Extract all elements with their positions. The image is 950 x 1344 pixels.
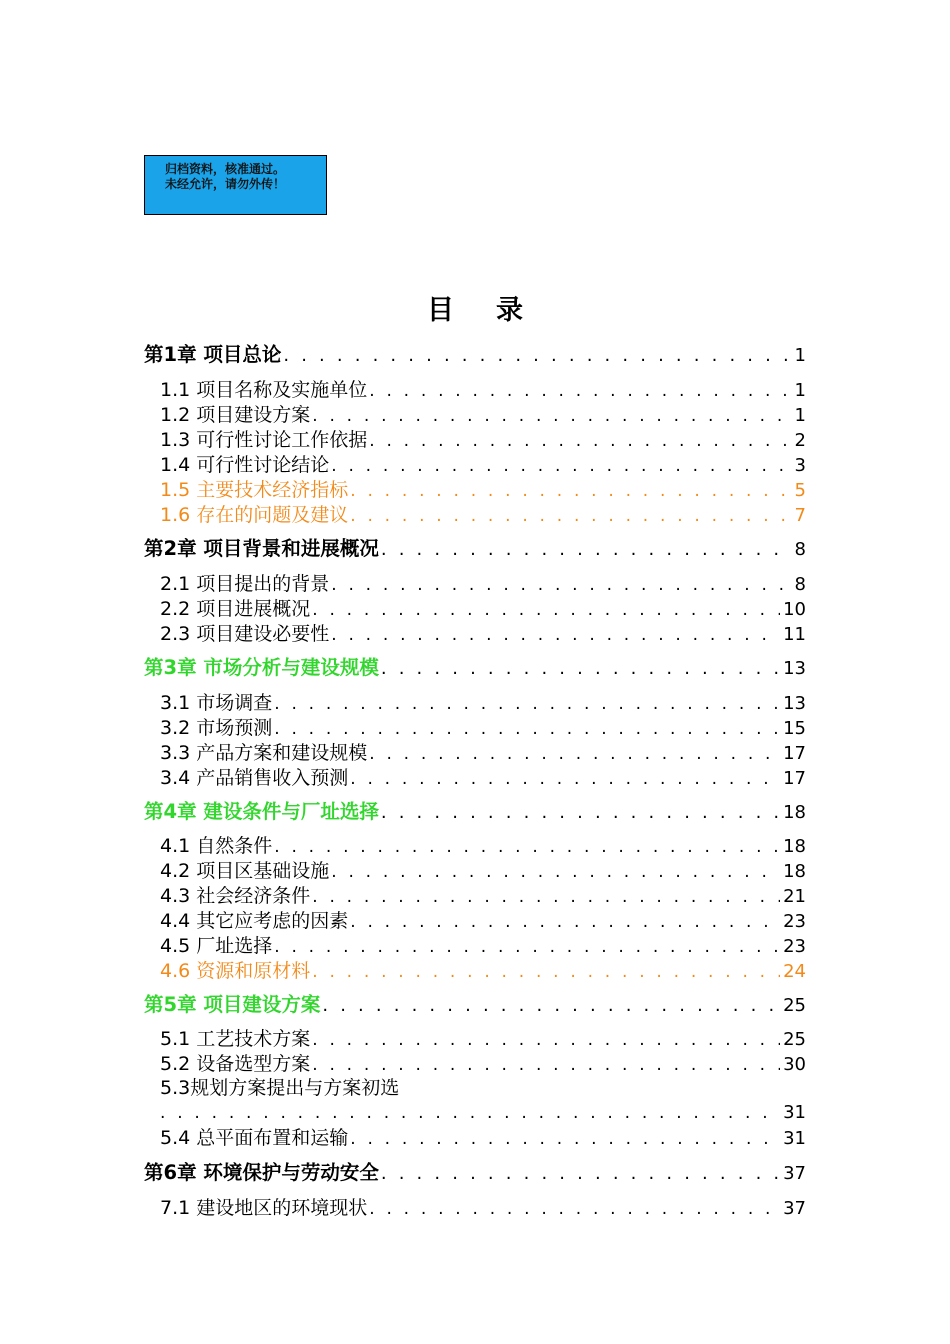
toc-entry-label: 第1章 项目总论 bbox=[144, 343, 282, 366]
toc-entry-label: 4.5 厂址选择 bbox=[160, 935, 273, 957]
toc-section-4-1[interactable] bbox=[160, 834, 806, 858]
toc-chapter-4[interactable] bbox=[144, 800, 806, 824]
toc-section-4-3[interactable] bbox=[160, 884, 806, 908]
toc-section-3-2[interactable] bbox=[160, 716, 806, 740]
stamp-line-1: 归档资料，核准通过。 bbox=[165, 162, 286, 176]
dot-leader bbox=[274, 835, 780, 859]
toc-page-number: 23 bbox=[783, 936, 806, 957]
toc-entry-label: 4.4 其它应考虑的因素 bbox=[160, 910, 349, 932]
dot-leader bbox=[369, 742, 780, 766]
dot-leader bbox=[274, 935, 780, 959]
toc-page-number: 30 bbox=[783, 1054, 806, 1075]
dot-leader bbox=[381, 657, 780, 681]
toc-section-5-2[interactable] bbox=[160, 1052, 806, 1076]
toc-entry-label: 7.1 建设地区的环境现状 bbox=[160, 1197, 368, 1219]
toc-entry-label: 5.1 工艺技术方案 bbox=[160, 1028, 311, 1050]
toc-entry-label: 2.2 项目进展概况 bbox=[160, 598, 311, 620]
toc-entry-label: 第3章 市场分析与建设规模 bbox=[144, 656, 379, 679]
dot-leader bbox=[312, 885, 780, 909]
toc-section-7-1[interactable] bbox=[160, 1196, 806, 1220]
toc-section-5-3-label[interactable]: 5.3规划方案提出与方案初选 bbox=[160, 1077, 400, 1099]
dot-leader bbox=[350, 767, 780, 791]
toc-page-number: 13 bbox=[783, 658, 806, 679]
toc-section-1-4[interactable] bbox=[160, 453, 806, 477]
toc-page-number: 37 bbox=[783, 1163, 806, 1184]
toc-page-number: 15 bbox=[783, 718, 806, 739]
toc-entry-label: 1.6 存在的问题及建议 bbox=[160, 504, 349, 526]
toc-entry-label: 第6章 环境保护与劳动安全 bbox=[144, 1161, 379, 1184]
dot-leader bbox=[350, 479, 791, 503]
toc-page-number: 2 bbox=[794, 430, 806, 451]
toc-page-number: 21 bbox=[783, 886, 806, 907]
toc-section-5-1[interactable] bbox=[160, 1027, 806, 1051]
toc-entry-label: 3.2 市场预测 bbox=[160, 717, 273, 739]
toc-section-1-5[interactable] bbox=[160, 478, 806, 502]
toc-entry-label: 1.5 主要技术经济指标 bbox=[160, 479, 349, 501]
dot-leader bbox=[331, 454, 791, 478]
toc-page-number: 1 bbox=[794, 345, 806, 366]
toc-page-number: 31 bbox=[783, 1102, 806, 1123]
toc-page-number: 31 bbox=[783, 1128, 806, 1149]
toc-page-number: 37 bbox=[783, 1198, 806, 1219]
toc-section-4-6[interactable] bbox=[160, 959, 806, 983]
toc-chapter-6[interactable] bbox=[144, 1161, 806, 1185]
toc-page-number: 3 bbox=[794, 455, 806, 476]
toc-entry-label: 第4章 建设条件与厂址选择 bbox=[144, 800, 379, 823]
toc-page-number: 7 bbox=[794, 505, 806, 526]
toc-entry-label: 3.1 市场调查 bbox=[160, 692, 273, 714]
toc-section-1-2[interactable] bbox=[160, 403, 806, 427]
toc-section-2-2[interactable] bbox=[160, 597, 806, 621]
toc-section-5-3-leader[interactable] bbox=[160, 1101, 806, 1125]
toc-entry-label: 第2章 项目背景和进展概况 bbox=[144, 537, 379, 560]
toc-entry-label: 1.1 项目名称及实施单位 bbox=[160, 379, 368, 401]
toc-section-3-3[interactable] bbox=[160, 741, 806, 765]
toc-entry-label: 2.1 项目提出的背景 bbox=[160, 573, 330, 595]
dot-leader bbox=[369, 429, 791, 453]
dot-leader bbox=[274, 717, 780, 741]
toc-section-4-5[interactable] bbox=[160, 934, 806, 958]
toc-title: 目录 bbox=[427, 295, 565, 326]
toc-page-number: 10 bbox=[783, 599, 806, 620]
dot-leader bbox=[160, 1101, 780, 1125]
dot-leader bbox=[322, 994, 780, 1018]
toc-chapter-2[interactable] bbox=[144, 537, 806, 561]
toc-section-3-4[interactable] bbox=[160, 766, 806, 790]
toc-entry-label: 3.4 产品销售收入预测 bbox=[160, 767, 349, 789]
toc-page-number: 18 bbox=[783, 836, 806, 857]
toc-entry-label: 4.2 项目区基础设施 bbox=[160, 860, 330, 882]
dot-leader bbox=[350, 910, 780, 934]
dot-leader bbox=[350, 504, 791, 528]
toc-section-1-1[interactable] bbox=[160, 378, 806, 402]
toc-page-number: 25 bbox=[783, 995, 806, 1016]
toc-section-5-4[interactable] bbox=[160, 1126, 806, 1150]
toc-entry-label: 4.3 社会经济条件 bbox=[160, 885, 311, 907]
dot-leader bbox=[350, 1127, 780, 1151]
dot-leader bbox=[283, 344, 791, 368]
toc-section-1-6[interactable] bbox=[160, 503, 806, 527]
dot-leader bbox=[331, 623, 780, 647]
toc-entry-label: 第5章 项目建设方案 bbox=[144, 993, 321, 1016]
toc-chapter-1[interactable] bbox=[144, 343, 806, 367]
toc-chapter-5[interactable] bbox=[144, 993, 806, 1017]
toc-entry-label: 2.3 项目建设必要性 bbox=[160, 623, 330, 645]
toc-page-number: 1 bbox=[794, 380, 806, 401]
archive-stamp bbox=[144, 155, 327, 215]
toc-entry-label: 4.1 自然条件 bbox=[160, 835, 273, 857]
stamp-line-2: 未经允许，请勿外传！ bbox=[165, 177, 286, 191]
toc-section-1-3[interactable] bbox=[160, 428, 806, 452]
toc-entry-label: 3.3 产品方案和建设规模 bbox=[160, 742, 368, 764]
toc-page-number: 1 bbox=[794, 405, 806, 426]
toc-chapter-3[interactable] bbox=[144, 656, 806, 680]
toc-page-number: 18 bbox=[783, 861, 806, 882]
dot-leader bbox=[381, 538, 792, 562]
toc-entry-label: 1.4 可行性讨论结论 bbox=[160, 454, 330, 476]
dot-leader bbox=[312, 404, 791, 428]
toc-page-number: 17 bbox=[783, 743, 806, 764]
toc-page-number: 13 bbox=[783, 693, 806, 714]
dot-leader bbox=[331, 573, 791, 597]
dot-leader bbox=[381, 801, 780, 825]
dot-leader bbox=[312, 598, 780, 622]
toc-page-number: 18 bbox=[783, 802, 806, 823]
dot-leader bbox=[312, 1028, 780, 1052]
dot-leader bbox=[312, 1053, 780, 1077]
dot-leader bbox=[312, 960, 780, 984]
toc-page-number: 25 bbox=[783, 1029, 806, 1050]
toc-section-4-4[interactable] bbox=[160, 909, 806, 933]
toc-section-4-2[interactable] bbox=[160, 859, 806, 883]
dot-leader bbox=[274, 692, 780, 716]
toc-section-3-1[interactable] bbox=[160, 691, 806, 715]
toc-page-number: 5 bbox=[794, 480, 806, 501]
toc-page-number: 8 bbox=[794, 574, 806, 595]
toc-page-number: 17 bbox=[783, 768, 806, 789]
toc-section-2-3[interactable] bbox=[160, 622, 806, 646]
toc-entry-label: 5.2 设备选型方案 bbox=[160, 1053, 311, 1075]
toc-page-number: 24 bbox=[783, 961, 806, 982]
toc-entry-label: 1.3 可行性讨论工作依据 bbox=[160, 429, 368, 451]
dot-leader bbox=[369, 379, 791, 403]
toc-page-number: 8 bbox=[794, 539, 806, 560]
dot-leader bbox=[331, 860, 780, 884]
toc-section-2-1[interactable] bbox=[160, 572, 806, 596]
toc-entry-label: 1.2 项目建设方案 bbox=[160, 404, 311, 426]
toc-entry-label: 4.6 资源和原材料 bbox=[160, 960, 311, 982]
toc-page-number: 23 bbox=[783, 911, 806, 932]
toc-page-number: 11 bbox=[783, 624, 806, 645]
dot-leader bbox=[381, 1162, 780, 1186]
dot-leader bbox=[369, 1197, 780, 1221]
toc-entry-label: 5.4 总平面布置和运输 bbox=[160, 1127, 349, 1149]
